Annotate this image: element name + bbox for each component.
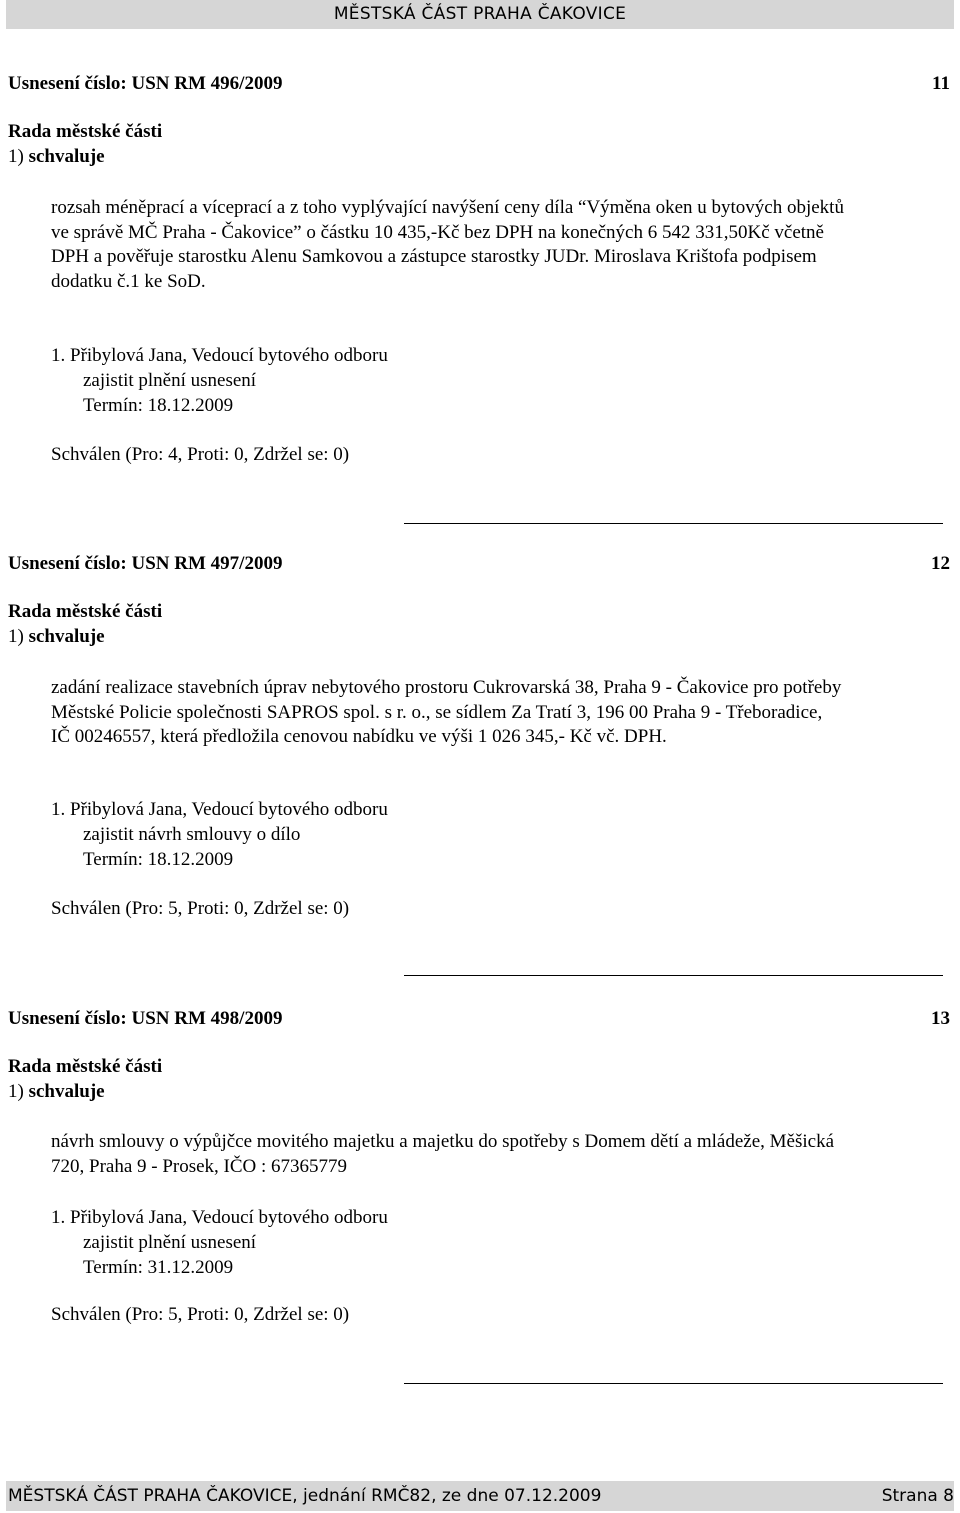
separator-line — [404, 975, 943, 976]
task-assignment — [51, 343, 388, 418]
resolution-title: Usnesení číslo: USN RM 496/2009 — [8, 73, 283, 94]
text-line: zadání realizace stavebních úprav nebytového prostoru Cukrovarská 38, Praha 9 - Čakovice pro potřeby — [51, 677, 842, 698]
separator-line — [404, 1383, 943, 1384]
text-line: 720, Praha 9 - Prosek, IČO : 67365779 — [51, 1155, 348, 1177]
action-number: 1) — [8, 146, 24, 167]
text-line: rozsah méněprací a víceprací a z toho vyplývající navýšení ceny díla “Výměna oken u bytových objektů — [51, 197, 844, 218]
footer-meeting-info: MĚSTSKÁ ČÁST PRAHA ČAKOVICE, jednání RMČ82, ze dne 07.12.2009 — [8, 1486, 602, 1506]
action-number: 1) — [8, 626, 24, 647]
resolution-text — [51, 196, 953, 294]
resolution-text — [51, 676, 953, 750]
action-line — [8, 625, 105, 649]
action-number: 1) — [8, 1081, 24, 1102]
task-action: zajistit plnění usnesení — [83, 370, 257, 391]
task-assignment — [51, 1205, 388, 1280]
text-line: ve správě MČ Praha - Čakovice” o částku 10 435,-Kč bez DPH na konečných 6 542 331,50Kč včetně — [51, 221, 824, 243]
task-deadline: Termín: 31.12.2009 — [83, 1257, 234, 1278]
separator-line — [404, 523, 943, 524]
council-name: Rada městské části — [8, 601, 163, 622]
text-line: IČ 00246557, která předložila cenovou nabídku ve výši 1 026 345,- Kč vč. DPH. — [51, 726, 667, 747]
vote-result: Schválen (Pro: 5, Proti: 0, Zdržel se: 0) — [51, 898, 350, 919]
resolution-number: 11 — [932, 73, 950, 94]
page-header — [6, 0, 954, 29]
vote-result: Schválen (Pro: 4, Proti: 0, Zdržel se: 0) — [51, 444, 350, 465]
resolution-title: Usnesení číslo: USN RM 497/2009 — [8, 553, 283, 574]
header-title: MĚSTSKÁ ČÁST PRAHA ČAKOVICE — [333, 4, 627, 24]
task-action: zajistit plnění usnesení — [83, 1232, 257, 1253]
action-verb: schvaluje — [28, 626, 105, 647]
task-assignment — [51, 797, 388, 872]
task-person: 1. Přibylová Jana, Vedoucí bytového odboru — [51, 345, 388, 366]
action-line — [8, 145, 105, 169]
text-line: dodatku č.1 ke SoD. — [51, 270, 206, 292]
council-name: Rada městské části — [8, 1056, 163, 1077]
footer-page-number: Strana 8 — [881, 1486, 954, 1506]
action-line — [8, 1080, 105, 1104]
text-line: Městské Policie společnosti SAPROS spol. s r. o., se sídlem Za Tratí 3, 196 00 Praha 9 - Třeboradice, — [51, 701, 823, 723]
task-deadline: Termín: 18.12.2009 — [83, 849, 234, 870]
action-verb: schvaluje — [28, 146, 105, 167]
resolution-text — [51, 1130, 953, 1179]
task-person: 1. Přibylová Jana, Vedoucí bytového odboru — [51, 1207, 388, 1228]
page-footer — [6, 1481, 954, 1511]
task-action: zajistit návrh smlouvy o dílo — [83, 824, 301, 845]
task-deadline: Termín: 18.12.2009 — [83, 395, 234, 416]
resolution-number: 13 — [931, 1008, 950, 1029]
action-verb: schvaluje — [28, 1081, 105, 1102]
resolution-title: Usnesení číslo: USN RM 498/2009 — [8, 1008, 283, 1029]
text-line: návrh smlouvy o výpůjčce movitého majetku a majetku do spotřeby s Domem dětí a mládeže, Měšická — [51, 1131, 835, 1152]
text-line: DPH a pověřuje starostku Alenu Samkovou a zástupce starostky JUDr. Miroslava Krištofa podpisem — [51, 246, 817, 267]
task-person: 1. Přibylová Jana, Vedoucí bytového odboru — [51, 799, 388, 820]
resolution-number: 12 — [931, 553, 950, 574]
vote-result: Schválen (Pro: 5, Proti: 0, Zdržel se: 0) — [51, 1304, 350, 1325]
council-name: Rada městské části — [8, 121, 163, 142]
